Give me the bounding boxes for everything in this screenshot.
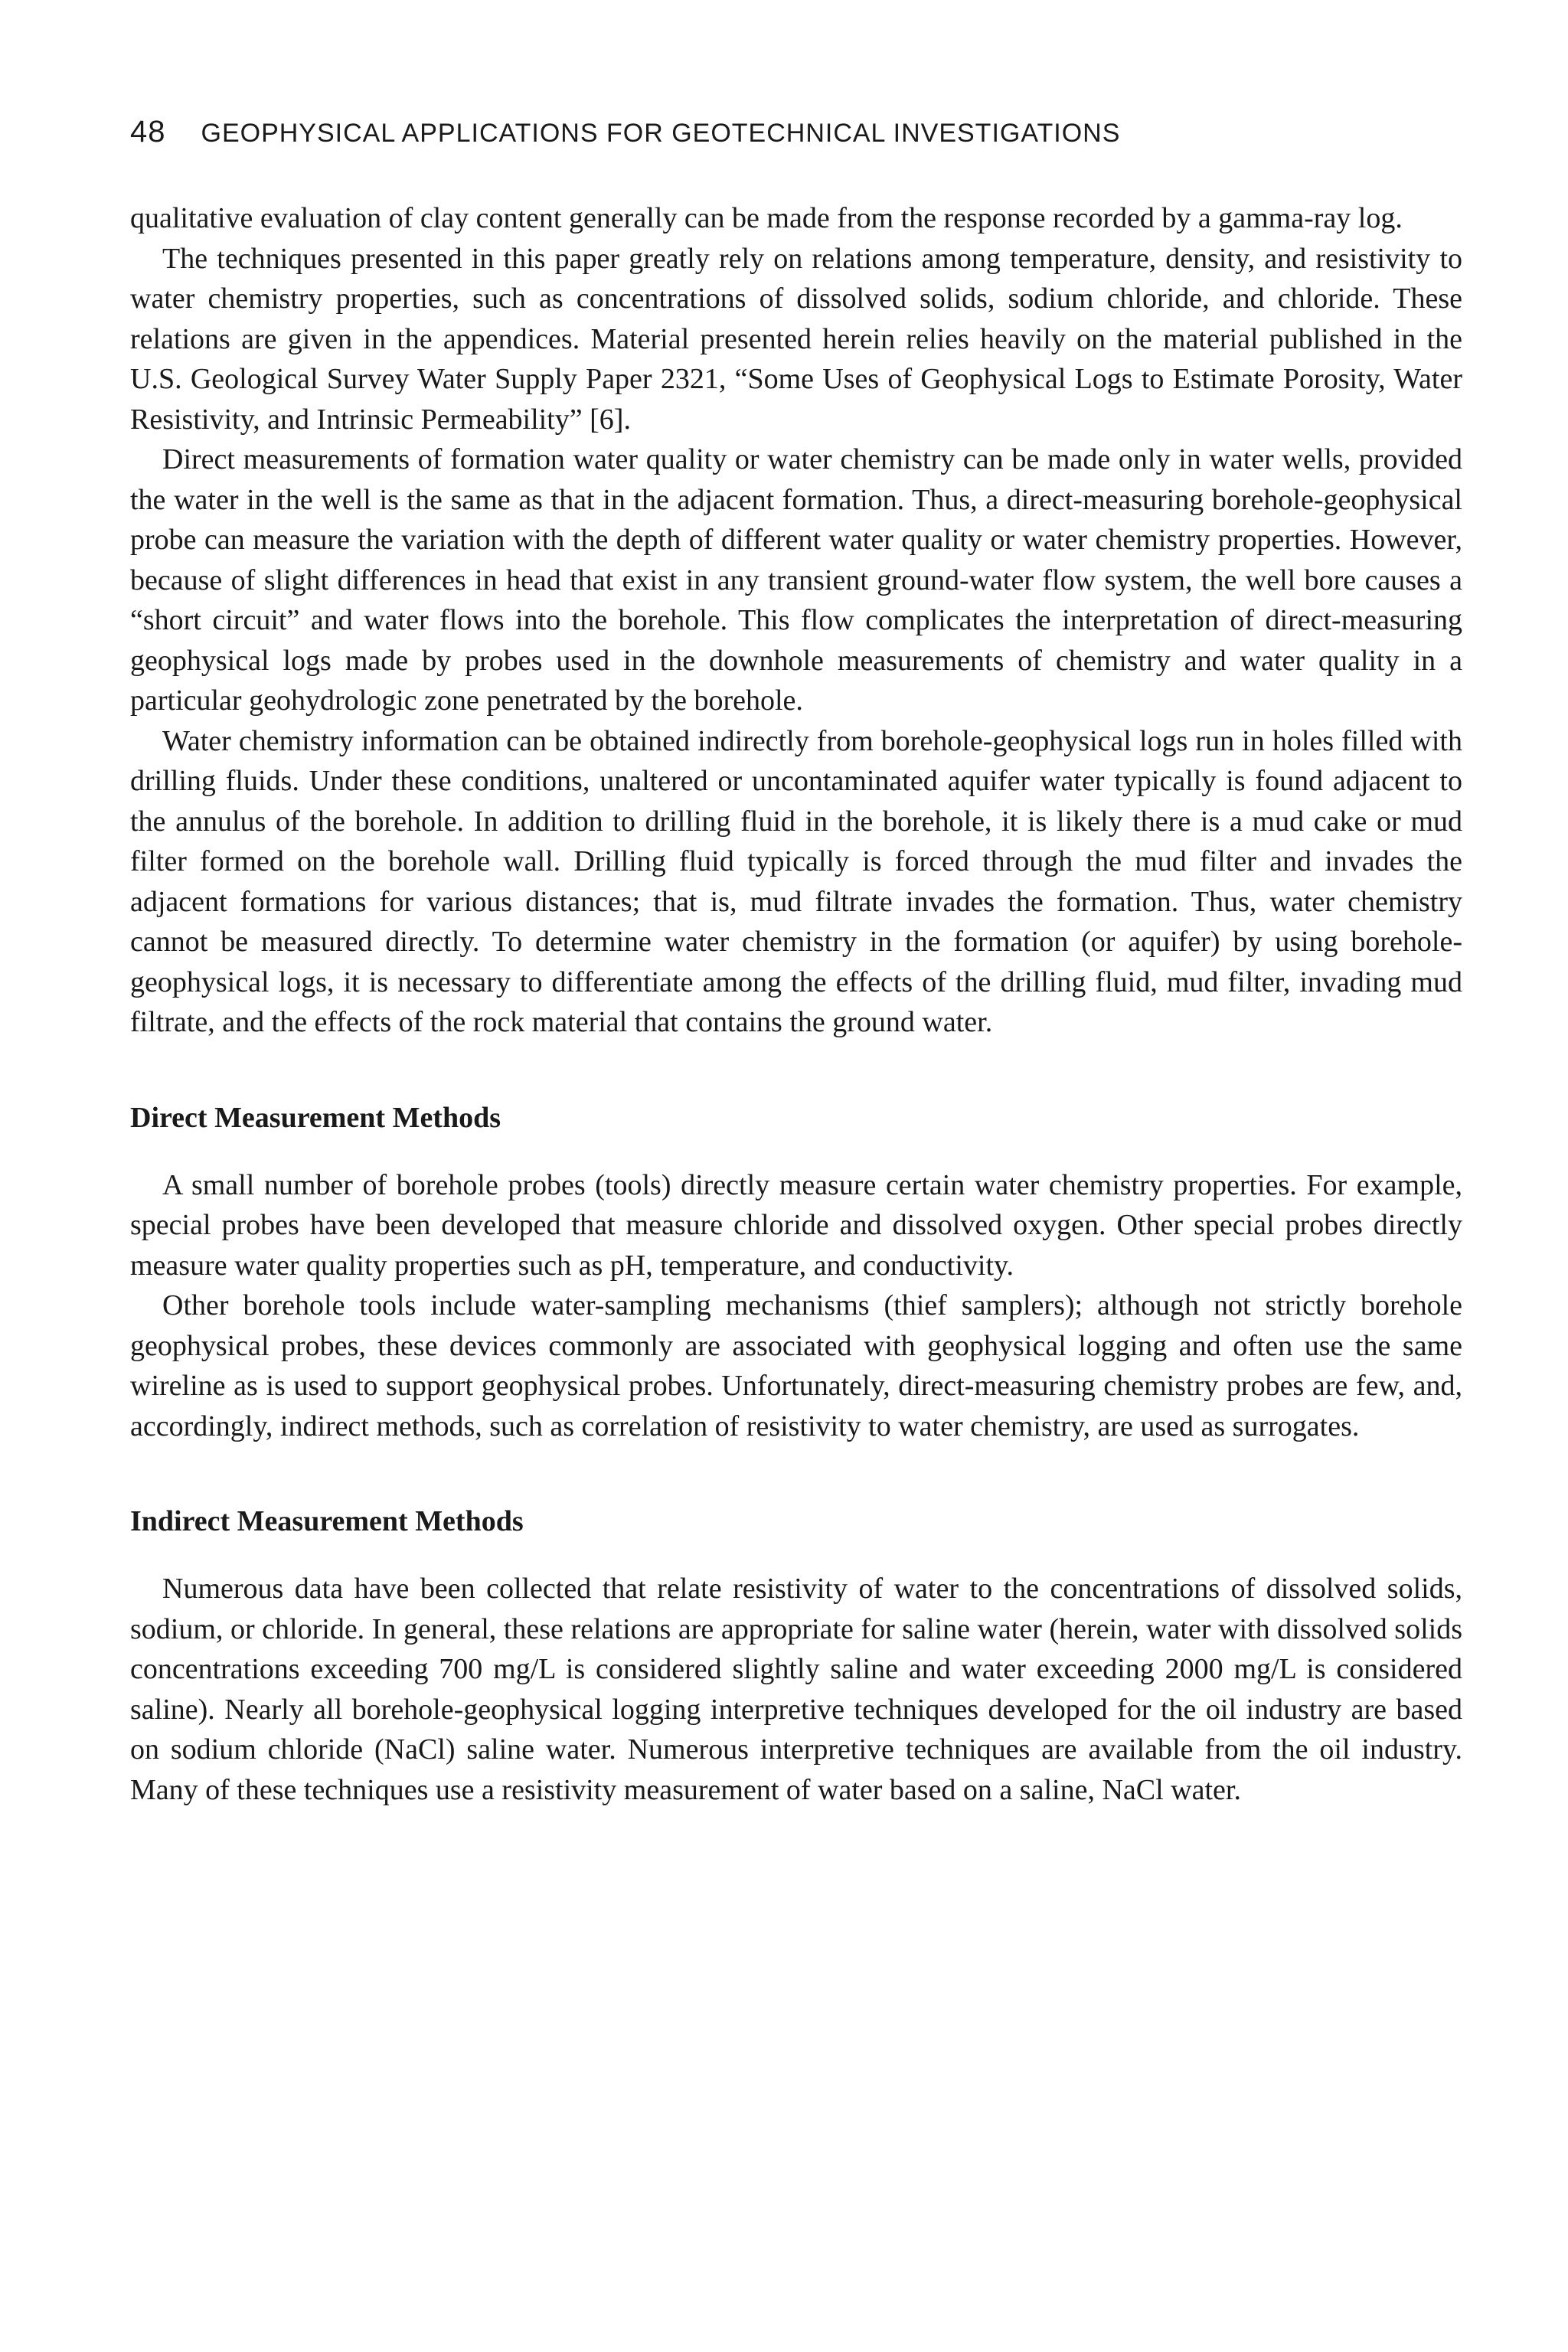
section-heading-indirect: Indirect Measurement Methods — [130, 1505, 524, 1537]
running-title: GEOPHYSICAL APPLICATIONS FOR GEOTECHNICAL INVESTIGATIONS — [201, 119, 1121, 148]
paragraph-techniques: The techniques presented in this paper greatly rely on relations among temperature, density, and resistivity to water chemistry properties, such as concentrations of dissolved solids, sodium chloride, and chloride. These relations are given in the appendices. Material presented herein relies heavily on the material published in the U.S. Geological Survey Water Supply Paper 2321, “Some Uses of Geophysical Logs to Estimate Porosity, Water Resistivity, and Intrinsic Permeability” [6]. — [130, 242, 1462, 436]
paragraph-indirect-information: Water chemistry information can be obtained indirectly from borehole-geophysical logs run in holes filled with drilling fluids. Under these conditions, unaltered or uncontaminated aquifer water typically is found adjacent to the annulus of the borehole. In addition to drilling fluid in the borehole, it is likely there is a mud cake or mud filter formed on the borehole wall. Drilling fluid typically is forced through the mud filter and invades the adjacent formations for various distances; that is, mud filtrate invades the formation. Thus, water chemistry cannot be measured directly. To determine water chemistry in the formation (or aquifer) by using borehole-geophysical logs, it is necessary to differentiate among the effects of the drilling fluid, mud filter, invading mud filtrate, and the effects of the rock material that contains the ground water. — [130, 724, 1462, 1038]
section-heading-direct: Direct Measurement Methods — [130, 1101, 501, 1134]
paragraph-indirect-data: Numerous data have been collected that relate resistivity of water to the concentrations of dissolved solids, sodium, or chloride. In general, these relations are appropriate for saline water (herein, water with dissolved solids concentrations exceeding 700 mg/L is considered slightly saline and water exceeding 2000 mg/L is considered saline). Nearly all borehole-geophysical logging interpretive techniques developed for the oil industry are based on sodium chloride (NaCl) saline water. Numerous interpretive techniques are available from the oil industry. Many of these techniques use a resistivity measurement of water based on a saline, NaCl water. — [130, 1573, 1462, 1806]
page — [130, 115, 1462, 1810]
paragraph-direct-probes: A small number of borehole probes (tools) directly measure certain water chemistry properties. For example, special probes have been developed that measure chloride and dissolved oxygen. Other special probes directly measure water quality properties such as pH, temperature, and conductivity. — [130, 1168, 1462, 1282]
paragraph-continued: qualitative evaluation of clay content generally can be made from the response recorded by a gamma-ray log. — [130, 202, 1403, 234]
paragraph-direct-measurements: Direct measurements of formation water quality or water chemistry can be made only in water wells, provided the water in the well is the same as that in the adjacent formation. Thus, a direct-measuring borehole-geophysical probe can measure the variation with the depth of different water quality or water chemistry properties. However, because of slight differences in head that exist in any transient ground-water flow system, the well bore causes a “short circuit” and water flows into the borehole. This flow complicates the interpretation of direct-measuring geophysical logs made by probes used in the downhole measurements of chemistry and water quality in a particular geohydrologic zone penetrated by the borehole. — [130, 443, 1462, 717]
running-head — [130, 115, 1462, 149]
body-text — [130, 198, 1462, 1810]
page-number: 48 — [130, 115, 166, 149]
paragraph-other-tools: Other borehole tools include water-sampling mechanisms (thief samplers); although not strictly borehole geophysical probes, these devices commonly are associated with geophysical logging and often use the same wireline as is used to support geophysical probes. Unfortunately, direct-measuring chemistry probes are few, and, accordingly, indirect methods, such as correlation of resistivity to water chemistry, are used as surrogates. — [130, 1289, 1462, 1442]
